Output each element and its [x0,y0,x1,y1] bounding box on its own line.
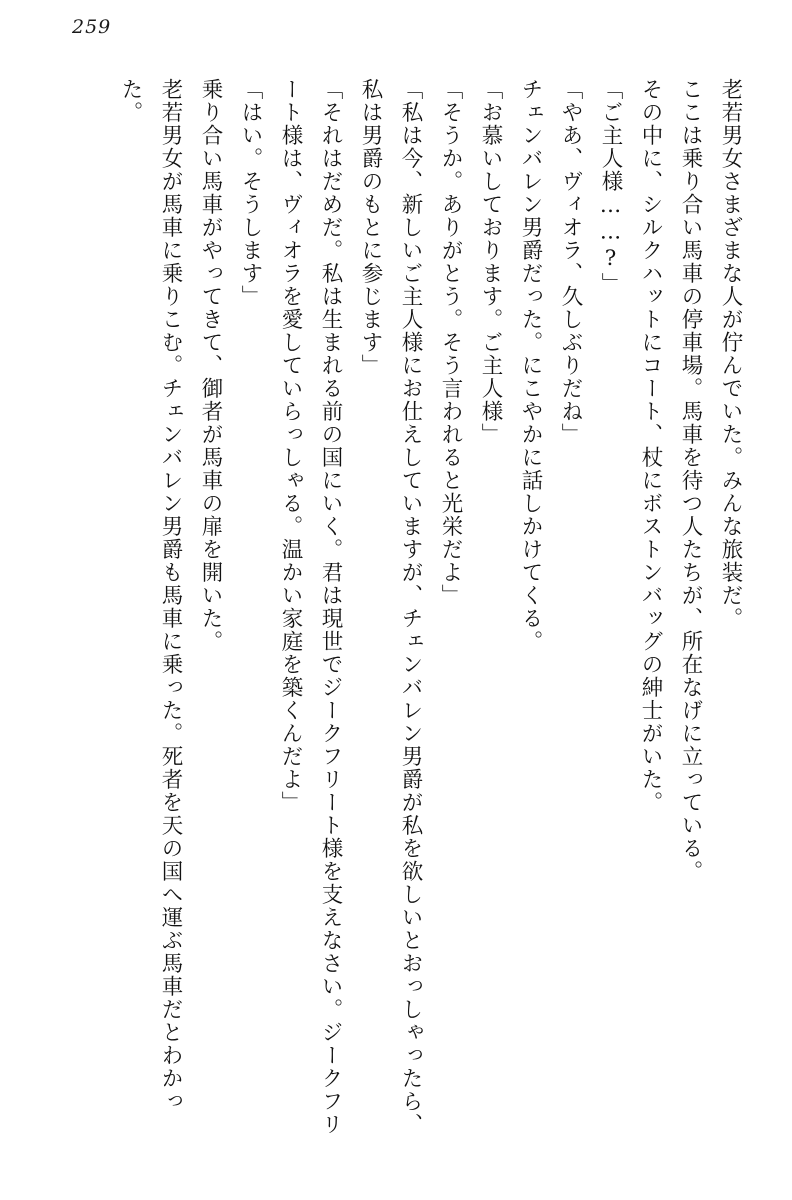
paragraph: 「それはだめだ。私は生まれる前の国にいく。君は現世でジークフリート様を支えなさい。ジークフリート様は、ヴィオラを愛していらっしゃる。温かい家庭を築くんだよ」 [278,78,343,1136]
paragraph: 「やあ、ヴィオラ、久しぶりだね」 [558,78,583,446]
paragraph: その中に、シルクハットにコート、杖にボストンバッグの紳士がいた。 [638,78,663,814]
vertical-text-body [44,78,750,1156]
page-number: 259 [72,16,112,38]
paragraph: 老若男女さまざまな人が佇んでいた。みんな旅装だ。 [718,78,743,630]
paragraph: 「ご主人様……?」 [598,78,623,296]
paragraph: 老若男女が馬車に乗りこむ。チェンバレン男爵も馬車に乗った。死者を天の国へ運ぶ馬車だとわかった。 [118,78,183,1113]
paragraph: 乗り合い馬車がやってきて、御者が馬車の扉を開いた。 [198,78,223,653]
paragraph: ここは乗り合い馬車の停車場。馬車を待つ人たちが、所在なげに立っている。 [678,78,703,883]
paragraph: 「私は今、新しいご主人様にお仕えしていますが、チェンバレン男爵が私を欲しいとおっしゃったら、私は男爵のもとに参じます」 [358,78,423,1136]
paragraph: 「そうか。ありがとう。そう言われると光栄だよ」 [438,78,463,607]
paragraph: チェンバレン男爵だった。にこやかに話しかけてくる。 [518,78,543,653]
paragraph: 「お慕いしております。ご主人様」 [478,78,503,446]
paragraph: 「はい。そうします」 [238,78,263,308]
